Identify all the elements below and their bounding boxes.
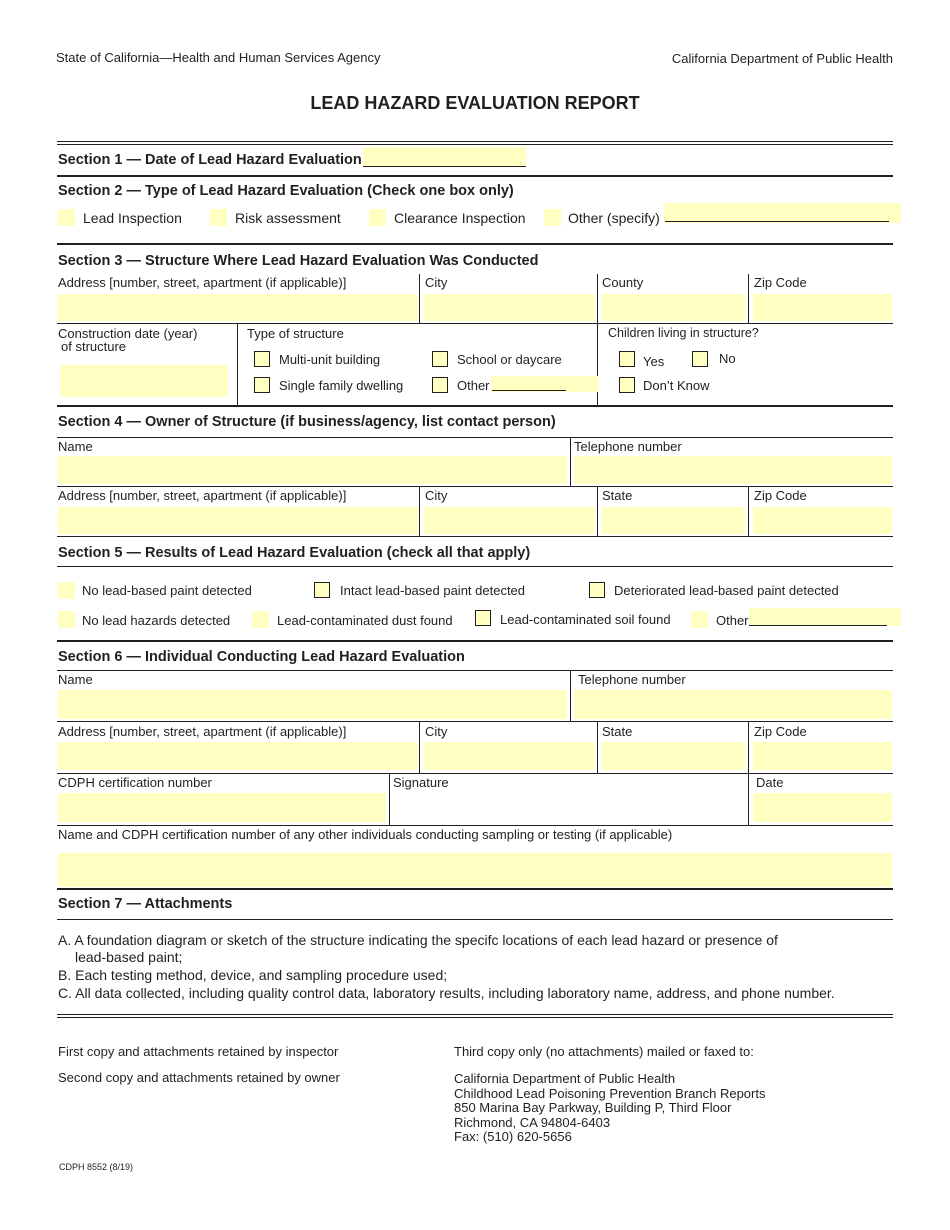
signature-field[interactable] <box>391 793 746 822</box>
no-lead-paint-checkbox[interactable] <box>58 582 75 599</box>
s4-phone-field[interactable] <box>574 456 892 484</box>
rule <box>57 640 893 642</box>
rule <box>57 888 893 890</box>
mailing-address-line: Childhood Lead Poisoning Prevention Branch Reports <box>454 1085 766 1101</box>
divider <box>748 274 749 323</box>
children-dont-know-checkbox[interactable] <box>619 377 635 393</box>
s4-state-field[interactable] <box>602 507 745 534</box>
soil-found-checkbox[interactable] <box>475 610 491 626</box>
construction-label-2: of structure <box>61 339 127 354</box>
cert-number-field[interactable] <box>58 793 386 822</box>
attachment-c: C. All data collected, including quality control data, laboratory results, including laboratory name, address, and phone number. <box>58 985 835 1001</box>
attachment-a-cont: lead-based paint; <box>75 949 183 965</box>
section5-heading: Section 5 — Results of Lead Hazard Evaluation (check all that apply) <box>58 545 531 561</box>
s4-phone-label: Telephone number <box>574 439 682 454</box>
divider <box>237 324 238 406</box>
children-dont-know-label: Don’t Know <box>643 378 710 393</box>
other-structure-underline <box>492 390 566 391</box>
attachment-a: A. A foundation diagram or sketch of the structure indicating the specifc locations of each lead hazard or presence of <box>58 932 778 948</box>
section3-heading: Section 3 — Structure Where Lead Hazard Evaluation Was Conducted <box>58 253 539 269</box>
rule <box>57 721 893 722</box>
other-type-specify-field[interactable] <box>664 203 901 223</box>
construction-year-field[interactable] <box>60 365 228 397</box>
deteriorated-lead-paint-checkbox[interactable] <box>589 582 605 598</box>
rule <box>57 323 893 324</box>
divider <box>389 774 390 826</box>
lead-inspection-checkbox[interactable] <box>58 209 75 226</box>
s4-city-label: City <box>425 488 448 503</box>
evaluation-date-field[interactable] <box>363 147 526 167</box>
children-label: Children living in structure? <box>608 326 759 340</box>
rule <box>57 670 893 671</box>
intact-lead-paint-label: Intact lead-based paint detected <box>340 583 526 598</box>
s3-city-field[interactable] <box>424 294 595 321</box>
school-daycare-label: School or daycare <box>457 352 562 367</box>
soil-found-label: Lead-contaminated soil found <box>500 612 671 627</box>
s6-phone-field[interactable] <box>574 690 892 719</box>
divider <box>570 671 571 721</box>
divider <box>597 722 598 773</box>
s3-county-field[interactable] <box>602 294 745 321</box>
s4-zip-label: Zip Code <box>754 488 807 503</box>
children-yes-checkbox[interactable] <box>619 351 635 367</box>
intact-lead-paint-checkbox[interactable] <box>314 582 330 598</box>
s6-address-field[interactable] <box>58 742 418 770</box>
section2-heading: Section 2 — Type of Lead Hazard Evaluation (Check one box only) <box>58 183 514 199</box>
others-field[interactable] <box>58 853 892 887</box>
construction-label: Construction date (year) <box>58 326 198 341</box>
page-title: LEAD HAZARD EVALUATION REPORT <box>310 93 640 113</box>
s6-state-field[interactable] <box>602 742 745 770</box>
no-lead-paint-label: No lead-based paint detected <box>82 583 252 598</box>
rule <box>57 566 893 567</box>
s6-zip-label: Zip Code <box>754 724 807 739</box>
multi-unit-checkbox[interactable] <box>254 351 270 367</box>
other-structure-checkbox[interactable] <box>432 377 448 393</box>
divider <box>748 722 749 773</box>
single-family-label: Single family dwelling <box>279 378 404 393</box>
s6-phone-label: Telephone number <box>578 672 686 687</box>
other-result-checkbox[interactable] <box>691 611 708 628</box>
school-daycare-checkbox[interactable] <box>432 351 448 367</box>
no-lead-hazards-checkbox[interactable] <box>58 611 75 628</box>
divider <box>748 774 749 826</box>
structure-type-label: Type of structure <box>247 326 344 341</box>
date-field[interactable] <box>753 793 892 822</box>
rule <box>57 144 893 145</box>
copy2-text: Second copy and attachments retained by owner <box>58 1070 340 1085</box>
rule <box>57 825 893 826</box>
s6-name-field[interactable] <box>58 690 567 719</box>
s4-zip-field[interactable] <box>753 507 892 534</box>
rule <box>57 175 893 177</box>
rule <box>57 536 893 537</box>
other-type-label: Other (specify) <box>568 210 660 226</box>
children-no-label: No <box>719 351 736 366</box>
lead-inspection-label: Lead Inspection <box>83 210 182 226</box>
form-number: CDPH 8552 (8/19) <box>59 1162 134 1172</box>
other-result-label: Other <box>716 613 749 628</box>
clearance-inspection-checkbox[interactable] <box>369 209 386 226</box>
s6-name-label: Name <box>58 672 93 687</box>
risk-assessment-checkbox[interactable] <box>210 209 227 226</box>
rule <box>57 773 893 774</box>
s4-state-label: State <box>602 488 633 503</box>
copy1-text: First copy and attachments retained by inspector <box>58 1044 339 1059</box>
section7-heading: Section 7 — Attachments <box>58 896 233 912</box>
copy3-text: Third copy only (no attachments) mailed or faxed to: <box>454 1044 754 1059</box>
rule <box>57 486 893 487</box>
s3-zip-field[interactable] <box>753 294 892 321</box>
attachment-b: B. Each testing method, device, and sampling procedure used; <box>58 967 448 983</box>
s3-zip-label: Zip Code <box>754 275 807 290</box>
rule <box>57 405 893 407</box>
s6-address-label: Address [number, street, apartment (if applicable)] <box>58 724 347 739</box>
s6-city-field[interactable] <box>424 742 595 770</box>
s3-address-label: Address [number, street, apartment (if applicable)] <box>58 275 347 290</box>
divider <box>419 487 420 536</box>
rule <box>57 437 893 438</box>
risk-assessment-label: Risk assessment <box>235 210 341 226</box>
s4-city-field[interactable] <box>424 507 595 534</box>
rule <box>57 1014 893 1015</box>
mailing-address-line: California Department of Public Health <box>454 1071 676 1086</box>
divider <box>597 487 598 536</box>
agency-left: State of California—Health and Human Services Agency <box>56 50 381 65</box>
others-label: Name and CDPH certification number of any other individuals conducting sampling or testing (if applicable) <box>58 827 673 842</box>
other-result-field[interactable] <box>749 608 901 626</box>
section1-heading: Section 1 — Date of Lead Hazard Evaluation <box>58 152 362 168</box>
mailing-address <box>454 1072 765 1145</box>
s6-city-label: City <box>425 724 448 739</box>
multi-unit-label: Multi-unit building <box>279 352 381 367</box>
single-family-checkbox[interactable] <box>254 377 270 393</box>
children-no-checkbox[interactable] <box>692 351 708 367</box>
dust-found-checkbox[interactable] <box>252 611 269 628</box>
section6-heading: Section 6 — Individual Conducting Lead Hazard Evaluation <box>58 649 465 665</box>
cert-number-label: CDPH certification number <box>58 775 212 790</box>
s3-city-label: City <box>425 275 448 290</box>
s6-zip-field[interactable] <box>753 742 892 770</box>
mailing-address-line: Richmond, CA 94804-6403 <box>454 1114 611 1130</box>
date-label: Date <box>756 775 784 790</box>
other-type-underline <box>665 221 889 222</box>
divider <box>748 487 749 536</box>
rule <box>57 1017 893 1018</box>
children-yes-label: Yes <box>643 354 665 369</box>
agency-right: California Department of Public Health <box>671 51 893 66</box>
s4-name-field[interactable] <box>58 456 567 484</box>
deteriorated-lead-paint-label: Deteriorated lead-based paint detected <box>614 583 839 598</box>
s3-address-field[interactable] <box>58 294 418 321</box>
divider <box>419 274 420 323</box>
rule <box>57 141 893 142</box>
other-type-checkbox[interactable] <box>544 209 561 226</box>
signature-label: Signature <box>393 775 449 790</box>
divider <box>419 722 420 773</box>
no-lead-hazards-label: No lead hazards detected <box>82 613 231 628</box>
other-structure-label: Other <box>457 378 490 393</box>
s4-address-label: Address [number, street, apartment (if applicable)] <box>58 488 347 503</box>
other-result-underline <box>749 625 887 626</box>
mailing-address-line: Fax: (510) 620-5656 <box>454 1129 572 1144</box>
section4-heading: Section 4 — Owner of Structure (if business/agency, list contact person) <box>58 414 556 430</box>
dust-found-label: Lead-contaminated dust found <box>277 613 453 628</box>
rule <box>57 919 893 920</box>
mailing-address-line: 850 Marina Bay Parkway, Building P, Third Floor <box>454 1100 732 1115</box>
s4-name-label: Name <box>58 439 93 454</box>
clearance-inspection-label: Clearance Inspection <box>394 210 526 226</box>
divider <box>570 437 571 486</box>
s6-state-label: State <box>602 724 633 739</box>
s3-county-label: County <box>602 275 644 290</box>
s4-address-field[interactable] <box>58 507 418 534</box>
rule <box>57 243 893 245</box>
